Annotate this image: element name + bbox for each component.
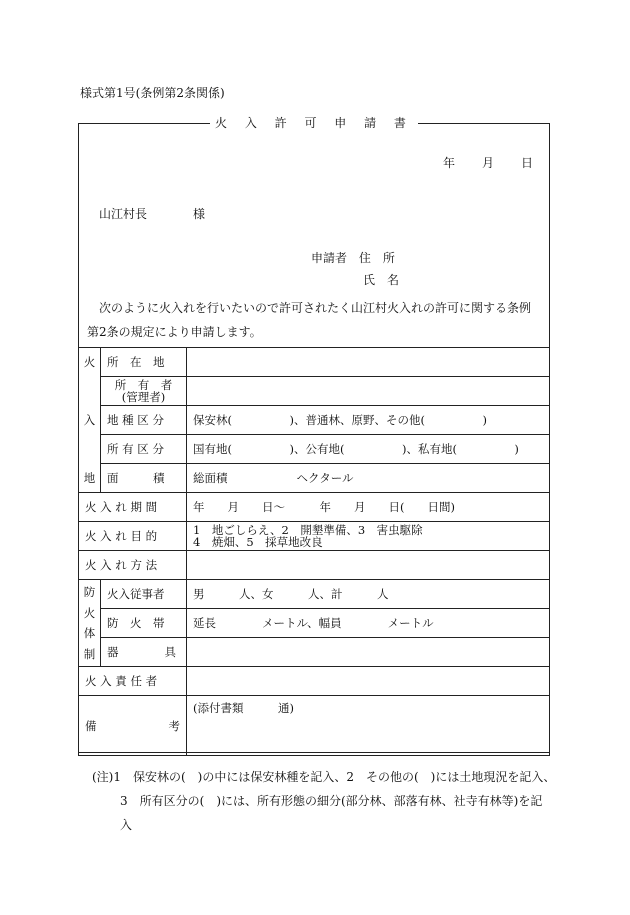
fire-land-char-3: 地: [83, 471, 96, 485]
purpose-label: 火 入 れ 目 的: [79, 522, 187, 551]
date-day: 日: [520, 156, 533, 170]
table-row: [79, 348, 550, 377]
table-row: [79, 609, 550, 638]
fire-land-char-2: 入: [83, 413, 96, 427]
firebreak-label: 防 火 帯: [101, 609, 187, 638]
applicant-block: [311, 249, 400, 287]
fire-prevention-char-3: 体: [83, 626, 96, 641]
fire-prevention-char-4: 制: [83, 646, 96, 661]
owner-label: 所 有 者: [114, 378, 173, 392]
application-form: [78, 116, 550, 753]
location-value[interactable]: [187, 348, 550, 377]
table-row: [79, 696, 550, 756]
addressee-name: 山江村長: [99, 207, 148, 221]
manager-value[interactable]: [187, 667, 550, 696]
applicant-name-label: 氏 名: [363, 273, 400, 287]
land-type-label: 地 種 区 分: [101, 406, 187, 435]
purpose-line-2: 4 焼畑、5 採草地改良: [193, 535, 323, 549]
table-row: [79, 522, 550, 551]
method-value[interactable]: [187, 551, 550, 580]
owner-label-cell: [101, 377, 187, 406]
fire-prevention-char-1: 防: [83, 585, 96, 599]
application-table: [78, 347, 550, 756]
firebreak-value[interactable]: 延長 メートル、幅員 メートル: [187, 609, 550, 638]
table-row: [79, 493, 550, 522]
purpose-value[interactable]: [187, 522, 550, 551]
remarks-label-cell: [79, 696, 187, 756]
method-label: 火 入 れ 方 法: [79, 551, 187, 580]
table-row: [79, 580, 550, 609]
note-line-3: 入: [120, 818, 133, 832]
date-month: 月: [481, 156, 494, 170]
location-label: 所 在 地: [101, 348, 187, 377]
table-row: [79, 464, 550, 493]
form-number: 様式第1号(条例第2条関係): [80, 86, 225, 100]
owner-value[interactable]: [187, 377, 550, 406]
equipment-label: 器 具: [101, 638, 187, 667]
table-row: [79, 406, 550, 435]
period-label: 火 入 れ 期 間: [79, 493, 187, 522]
date-line: [443, 154, 533, 171]
equipment-value[interactable]: [187, 638, 550, 667]
table-row: [79, 638, 550, 667]
form-title: 火 入 許 可 申 請 書: [210, 116, 418, 130]
table-row: [79, 435, 550, 464]
area-label: 面 積: [101, 464, 187, 493]
owner-sublabel: (管理者): [121, 390, 166, 404]
application-statement: [87, 296, 543, 344]
period-value[interactable]: 年 月 日〜 年 月 日( 日間): [187, 493, 550, 522]
fire-land-header: [79, 348, 101, 493]
remarks-label-right: 考: [168, 718, 180, 733]
applicant-label: 申請者: [311, 251, 348, 265]
statement-line-1: 次のように火入れを行いたいので許可されたく山江村火入れの許可に関する条例: [99, 301, 532, 315]
land-type-value[interactable]: 保安林( )、普通林、原野、その他( ): [187, 406, 550, 435]
workers-label: 火入従事者: [101, 580, 187, 609]
remarks-label-left: 備: [85, 718, 97, 733]
remarks-value[interactable]: (添付書類 通): [187, 696, 550, 756]
ownership-value[interactable]: 国有地( )、公有地( )、私有地( ): [187, 435, 550, 464]
manager-label: 火 入 責 任 者: [79, 667, 187, 696]
notes: [92, 765, 556, 837]
table-row: [79, 377, 550, 406]
fire-land-char-1: 火: [83, 355, 96, 369]
table-row: [79, 667, 550, 696]
fire-prevention-header: [79, 580, 101, 667]
purpose-line-1: 1 地ごしらえ、2 開墾準備、3 害虫駆除: [193, 523, 423, 537]
ownership-label: 所 有 区 分: [101, 435, 187, 464]
addressee-suffix: 様: [193, 207, 206, 221]
note-line-1: (注)1 保安林の( )の中には保安林種を記入、2 その他の( )には土地現況を記入、: [92, 770, 556, 784]
statement-line-2: 第2条の規定により申請します。: [87, 325, 262, 339]
form-title-wrap: [79, 115, 549, 131]
addressee: [99, 205, 205, 222]
note-line-2: 3 所有区分の( )には、所有形態の細分(部分林、部落有林、社寺有林等)を記: [120, 794, 543, 808]
table-row: [79, 551, 550, 580]
applicant-address-label: 住 所: [358, 251, 395, 265]
fire-prevention-char-2: 火: [83, 605, 96, 620]
workers-value[interactable]: 男 人、女 人、計 人: [187, 580, 550, 609]
date-year: 年: [443, 156, 456, 170]
area-value[interactable]: 総面積 ヘクタール: [187, 464, 550, 493]
